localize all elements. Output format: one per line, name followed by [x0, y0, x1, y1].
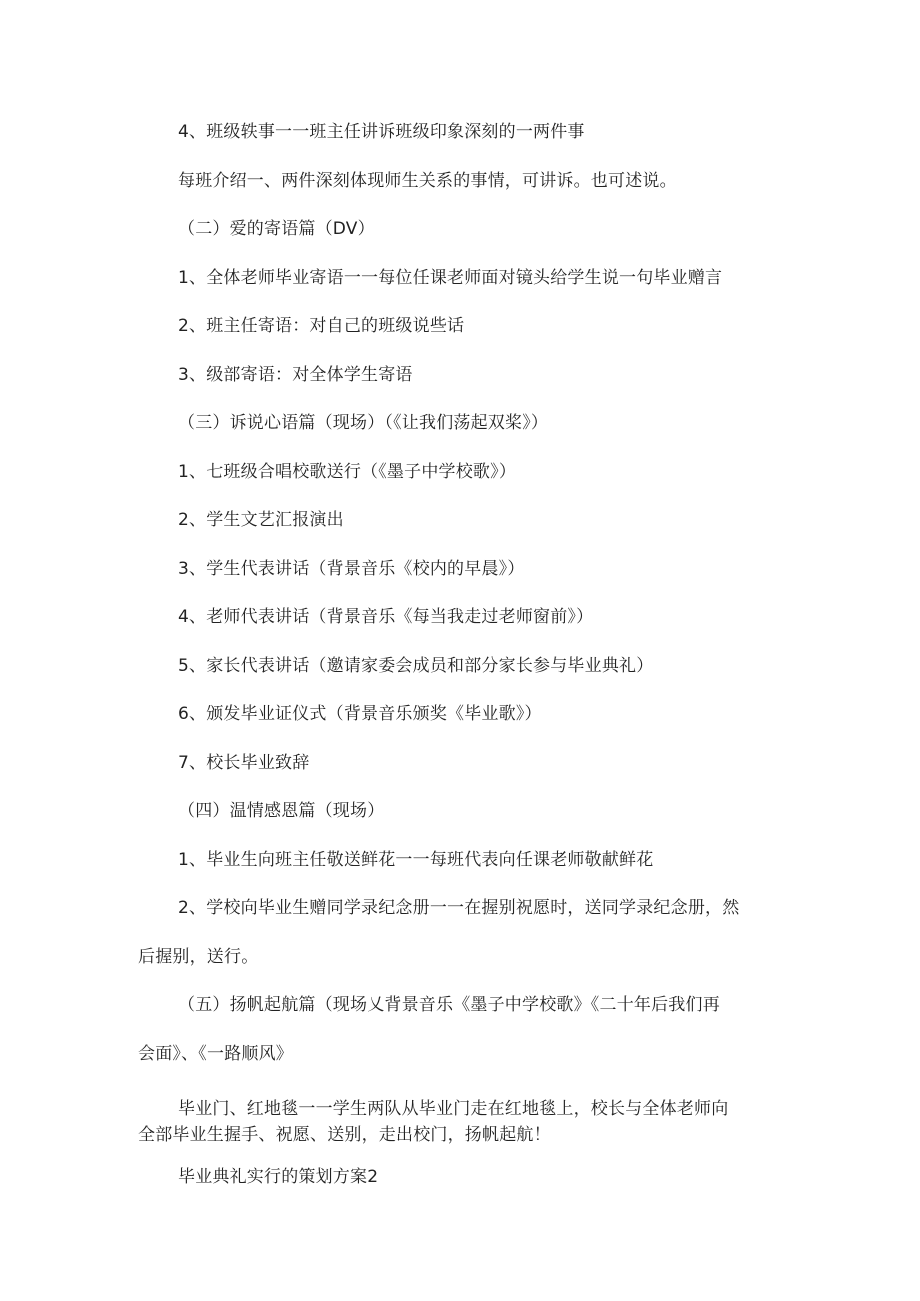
text-line: 2、学生文艺汇报演出: [178, 510, 344, 530]
subsection-title: 毕业典礼实行的策划方案2: [178, 1167, 379, 1187]
text-line: 4、老师代表讲话（背景音乐《每当我走过老师窗前》）: [178, 607, 594, 627]
text-line: 3、学生代表讲话（背景音乐《校内的早晨》）: [178, 559, 525, 579]
text-line: 4、班级轶事一一班主任讲诉班级印象深刻的一两件事: [178, 122, 585, 142]
text-line: 1、全体老师毕业寄语一一每位任课老师面对镜头给学生说一句毕业赠言: [178, 268, 723, 288]
text-line: 1、七班级合唱校歌送行（《墨子中学校歌》）: [178, 462, 517, 482]
text-line: 5、家长代表讲话（邀请家委会成员和部分家长参与毕业典礼）: [178, 656, 654, 676]
text-line: 每班介绍一、两件深刻体现师生关系的事情，可讲诉。也可述说。: [178, 171, 677, 191]
text-line: 3、级部寄语：对全体学生寄语: [178, 365, 413, 385]
text-line: 全部毕业生握手、祝愿、送别，走出校门，扬帆起航！: [138, 1125, 551, 1145]
text-line: 毕业门、红地毯一一学生两队从毕业门走在红地毯上，校长与全体老师向: [178, 1099, 729, 1119]
section-heading: （五）扬帆起航篇（现场乂背景音乐《墨子中学校歌》《二十年后我们再: [178, 995, 720, 1015]
text-line: 1、毕业生向班主任敬送鲜花一一每班代表向任课老师敬献鲜花: [178, 850, 654, 870]
text-line: 会面》、《一路顺风》: [138, 1044, 293, 1064]
section-heading: （四）温情感恩篇（现场）: [178, 801, 385, 821]
text-line: 2、班主任寄语：对自己的班级说些话: [178, 316, 465, 336]
section-heading: （二）爱的寄语篇（DV）: [178, 219, 375, 239]
text-line: 后握别，送行。: [138, 947, 259, 967]
text-line: 6、颁发毕业证仪式（背景音乐颁奖《毕业歌》）: [178, 704, 542, 724]
section-heading: （三）诉说心语篇（现场）（《让我们荡起双桨》）: [178, 413, 549, 433]
text-line: 7、校长毕业致辞: [178, 753, 310, 773]
text-line: 2、学校向毕业生赠同学录纪念册一一在握别祝愿时，送同学录纪念册，然: [178, 898, 740, 918]
